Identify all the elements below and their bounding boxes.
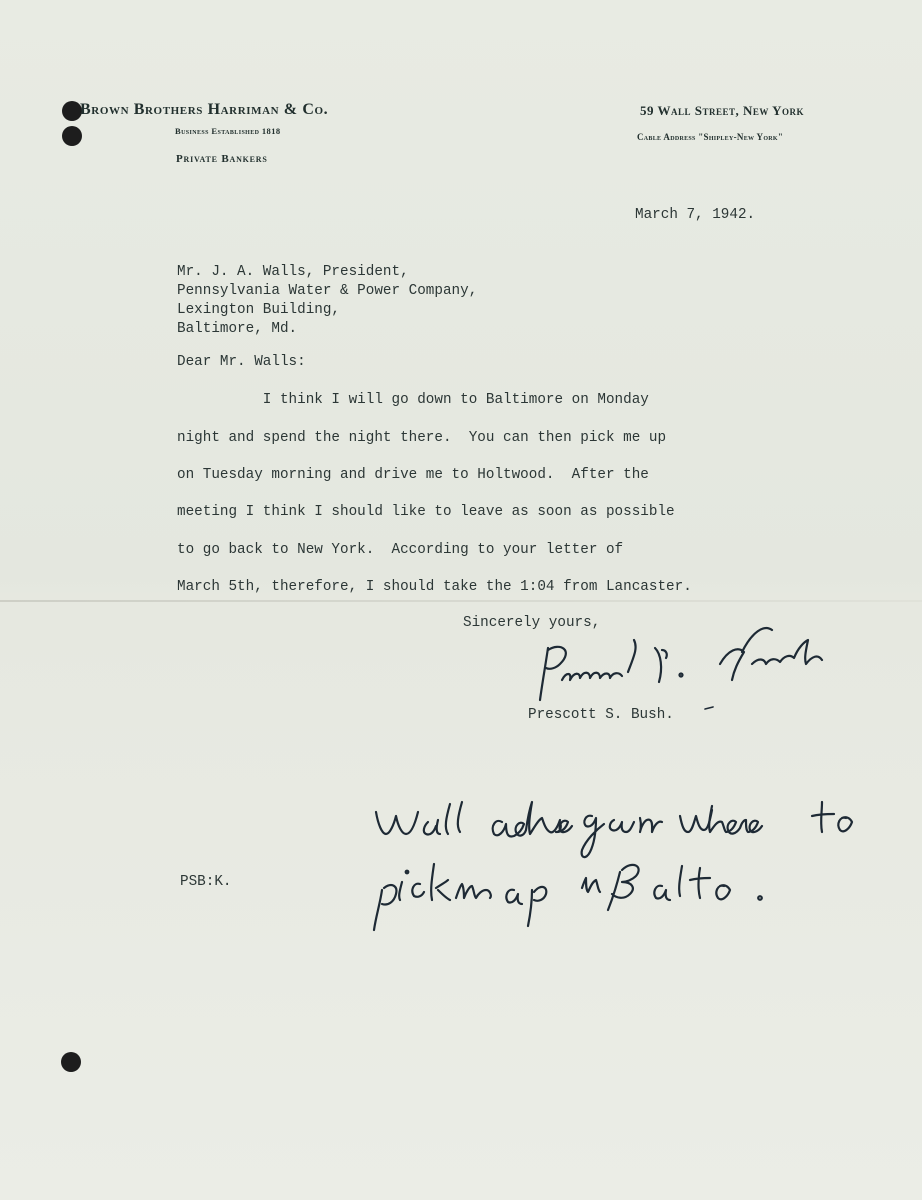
body-line: meeting I think I should like to leave as soon as possible (177, 504, 675, 520)
cable-address: Cable Address "Shipley-New York" (637, 132, 784, 142)
address-line: Mr. J. A. Walls, President, (177, 264, 409, 280)
signature-mark (540, 628, 822, 700)
tagline: Private Bankers (176, 153, 268, 165)
address-line: Baltimore, Md. (177, 321, 298, 337)
body-line: night and spend the night there. You can then pick me up (177, 430, 667, 446)
handwritten-note-line-2 (374, 864, 762, 930)
closing: Sincerely yours, (463, 615, 601, 631)
salutation: Dear Mr. Walls: (177, 354, 306, 370)
handwritten-note-line-1 (376, 802, 852, 857)
address-line: Lexington Building, (177, 302, 341, 318)
signatory-name: Prescott S. Bush. (528, 707, 674, 723)
body-line: March 5th, therefore, I should take the 1:04 from Lancaster. (177, 579, 692, 595)
body-line: I think I will go down to Baltimore on Monday (177, 392, 649, 408)
street-address: 59 Wall Street, New York (640, 103, 805, 118)
established-line: Business Established 1818 (175, 126, 281, 136)
firm-name: Brown Brothers Harriman & Co. (80, 101, 329, 118)
address-line: Pennsylvania Water & Power Company, (177, 283, 478, 299)
letter-date: March 7, 1942. (635, 207, 756, 223)
body-line: on Tuesday morning and drive me to Holtwood. After the (177, 467, 649, 483)
body-line: to go back to New York. According to your letter of (177, 542, 624, 558)
typist-initials: PSB:K. (180, 874, 232, 890)
signature-dash (705, 707, 713, 709)
